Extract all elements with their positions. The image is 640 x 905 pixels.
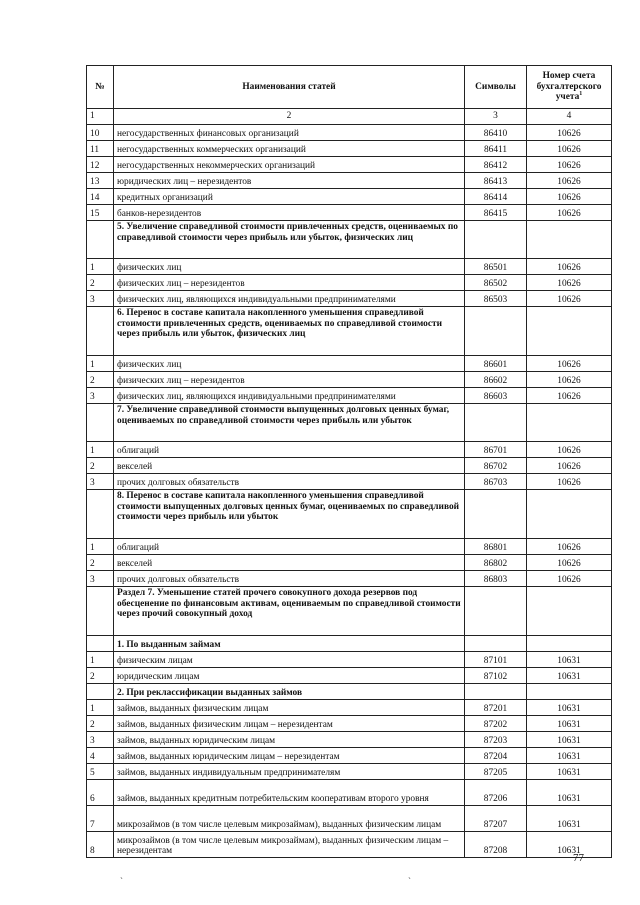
row-name: физических лиц – нерезидентов	[114, 372, 465, 388]
row-name: векселей	[114, 458, 465, 474]
row-name: физическим лицам	[114, 652, 465, 668]
row-symbol: 86414	[465, 189, 527, 205]
accounts-table	[86, 65, 612, 858]
row-number: 3	[87, 474, 114, 490]
row-account: 10626	[527, 571, 612, 587]
row-account: 10626	[527, 173, 612, 189]
row-account: 10626	[527, 539, 612, 555]
row-symbol: 86703	[465, 474, 527, 490]
row-name: Раздел 7. Уменьшение статей прочего совокупного дохода резервов под обесценение по финансовым активам, оцениваемым по справедливой стоимости через прочий совокупный доход	[114, 587, 465, 636]
row-number	[87, 221, 114, 259]
row-number: 1	[87, 259, 114, 275]
column-index-row	[87, 109, 612, 125]
row-account: 10626	[527, 372, 612, 388]
table-row	[87, 732, 612, 748]
row-name: займов, выданных юридическим лицам	[114, 732, 465, 748]
row-number: 14	[87, 189, 114, 205]
row-name: займов, выданных физическим лицам	[114, 700, 465, 716]
row-symbol	[465, 307, 527, 356]
row-symbol: 87102	[465, 668, 527, 684]
table-row	[87, 716, 612, 732]
row-symbol: 86413	[465, 173, 527, 189]
row-account: 10631	[527, 764, 612, 780]
row-account: 10626	[527, 474, 612, 490]
row-name: облигаций	[114, 442, 465, 458]
row-account	[527, 404, 612, 442]
table-row	[87, 474, 612, 490]
row-number: 2	[87, 275, 114, 291]
row-number: 7	[87, 806, 114, 832]
row-name: прочих долговых обязательств	[114, 474, 465, 490]
row-account	[527, 684, 612, 700]
row-symbol: 86601	[465, 356, 527, 372]
table-row	[87, 372, 612, 388]
table-row	[87, 555, 612, 571]
page-number: 77	[573, 852, 584, 864]
row-account: 10631	[527, 668, 612, 684]
row-number: 4	[87, 748, 114, 764]
row-account: 10626	[527, 141, 612, 157]
table-row	[87, 539, 612, 555]
row-symbol: 87206	[465, 780, 527, 806]
row-account: 10626	[527, 291, 612, 307]
row-account: 10626	[527, 275, 612, 291]
row-number: 12	[87, 157, 114, 173]
row-symbol: 87205	[465, 764, 527, 780]
row-name: негосударственных финансовых организаций	[114, 125, 465, 141]
row-number: 5	[87, 764, 114, 780]
row-name: займов, выданных индивидуальным предпринимателям	[114, 764, 465, 780]
table-row	[87, 442, 612, 458]
row-account	[527, 587, 612, 636]
table-row	[87, 259, 612, 275]
row-number: 2	[87, 668, 114, 684]
row-account	[527, 307, 612, 356]
header-symbols: Символы	[465, 66, 527, 109]
header-account-label: Номер счета бухгалтерского учета	[536, 71, 602, 103]
row-account: 10626	[527, 157, 612, 173]
row-number: 1	[87, 539, 114, 555]
row-number	[87, 587, 114, 636]
table-row	[87, 458, 612, 474]
row-name: физических лиц	[114, 259, 465, 275]
table-row	[87, 141, 612, 157]
row-symbol	[465, 636, 527, 652]
table-row	[87, 275, 612, 291]
row-name: прочих долговых обязательств	[114, 571, 465, 587]
row-account: 10626	[527, 189, 612, 205]
table-row	[87, 806, 612, 832]
row-number: 6	[87, 780, 114, 806]
row-account: 10626	[527, 442, 612, 458]
scan-mark: `	[408, 876, 411, 886]
row-account: 10631	[527, 652, 612, 668]
column-index: 3	[465, 109, 527, 125]
row-account: 10631	[527, 832, 612, 858]
row-account: 10626	[527, 205, 612, 221]
row-symbol: 86803	[465, 571, 527, 587]
row-symbol: 87201	[465, 700, 527, 716]
row-number	[87, 636, 114, 652]
row-account: 10626	[527, 458, 612, 474]
row-number: 2	[87, 458, 114, 474]
row-symbol: 87208	[465, 832, 527, 858]
row-account: 10631	[527, 732, 612, 748]
row-symbol: 86410	[465, 125, 527, 141]
column-index: 2	[114, 109, 465, 125]
row-name: займов, выданных физическим лицам – нерезидентам	[114, 716, 465, 732]
row-number	[87, 490, 114, 539]
row-account	[527, 490, 612, 539]
row-symbol: 86415	[465, 205, 527, 221]
column-index: 4	[527, 109, 612, 125]
row-name: микрозаймов (в том числе целевым микрозаймам), выданных физическим лицам	[114, 806, 465, 832]
row-account: 10631	[527, 716, 612, 732]
row-name: облигаций	[114, 539, 465, 555]
row-symbol: 86502	[465, 275, 527, 291]
row-name: физических лиц, являющихся индивидуальными предпринимателями	[114, 388, 465, 404]
row-symbol: 87207	[465, 806, 527, 832]
table-row	[87, 668, 612, 684]
table-row	[87, 388, 612, 404]
row-name: займов, выданных юридическим лицам – нерезидентам	[114, 748, 465, 764]
table-row	[87, 684, 612, 700]
row-symbol: 86802	[465, 555, 527, 571]
row-name: физических лиц, являющихся индивидуальными предпринимателями	[114, 291, 465, 307]
row-symbol: 86603	[465, 388, 527, 404]
row-symbol	[465, 684, 527, 700]
row-number: 3	[87, 388, 114, 404]
row-symbol: 86801	[465, 539, 527, 555]
row-account: 10631	[527, 748, 612, 764]
row-account: 10626	[527, 356, 612, 372]
table-row	[87, 652, 612, 668]
row-name: банков-нерезидентов	[114, 205, 465, 221]
row-account	[527, 221, 612, 259]
table-row	[87, 748, 612, 764]
table-row	[87, 587, 612, 636]
row-name: физических лиц – нерезидентов	[114, 275, 465, 291]
table-row	[87, 157, 612, 173]
row-symbol: 86701	[465, 442, 527, 458]
row-symbol	[465, 490, 527, 539]
row-number: 3	[87, 732, 114, 748]
row-symbol: 87204	[465, 748, 527, 764]
row-number: 1	[87, 700, 114, 716]
table-row	[87, 490, 612, 539]
row-number: 3	[87, 571, 114, 587]
row-account: 10626	[527, 388, 612, 404]
header-num: №	[87, 66, 114, 109]
row-name: негосударственных некоммерческих организаций	[114, 157, 465, 173]
row-symbol: 86412	[465, 157, 527, 173]
row-number	[87, 684, 114, 700]
header-name: Наименования статей	[114, 66, 465, 109]
table-row	[87, 764, 612, 780]
row-symbol: 86411	[465, 141, 527, 157]
row-number: 3	[87, 291, 114, 307]
table-row	[87, 356, 612, 372]
table-row	[87, 205, 612, 221]
row-symbol: 86702	[465, 458, 527, 474]
table-row	[87, 221, 612, 259]
header-account	[527, 66, 612, 109]
table-row	[87, 125, 612, 141]
row-account: 10631	[527, 700, 612, 716]
row-number	[87, 404, 114, 442]
scan-mark: `	[120, 876, 123, 886]
row-name: 5. Увеличение справедливой стоимости привлеченных средств, оцениваемых по справедливой стоимости через прибыль или убыток, физических лиц	[114, 221, 465, 259]
row-name: кредитных организаций	[114, 189, 465, 205]
table-row	[87, 571, 612, 587]
row-account: 10631	[527, 780, 612, 806]
row-number: 10	[87, 125, 114, 141]
row-number: 8	[87, 832, 114, 858]
row-name: займов, выданных кредитным потребительским кооперативам второго уровня	[114, 780, 465, 806]
row-symbol: 86503	[465, 291, 527, 307]
row-account: 10631	[527, 806, 612, 832]
row-account: 10626	[527, 259, 612, 275]
row-symbol: 86602	[465, 372, 527, 388]
row-symbol	[465, 587, 527, 636]
table-row	[87, 832, 612, 858]
row-account: 10626	[527, 125, 612, 141]
row-number: 11	[87, 141, 114, 157]
row-name: физических лиц	[114, 356, 465, 372]
row-name: юридическим лицам	[114, 668, 465, 684]
row-symbol	[465, 404, 527, 442]
footnote-marker: 1	[579, 91, 583, 98]
row-name: 7. Увеличение справедливой стоимости выпущенных долговых ценных бумаг, оцениваемых по справедливой стоимости через прибыль или убыток	[114, 404, 465, 442]
row-name: негосударственных коммерческих организаций	[114, 141, 465, 157]
row-account: 10626	[527, 555, 612, 571]
row-name: векселей	[114, 555, 465, 571]
row-symbol	[465, 221, 527, 259]
table-row	[87, 173, 612, 189]
row-number: 13	[87, 173, 114, 189]
table-row	[87, 404, 612, 442]
row-symbol: 87202	[465, 716, 527, 732]
row-number	[87, 307, 114, 356]
row-number: 2	[87, 716, 114, 732]
table-row	[87, 307, 612, 356]
row-symbol: 87203	[465, 732, 527, 748]
row-number: 1	[87, 442, 114, 458]
row-number: 1	[87, 356, 114, 372]
row-number: 2	[87, 555, 114, 571]
table-row	[87, 291, 612, 307]
row-name: 1. По выданным займам	[114, 636, 465, 652]
row-name: 8. Перенос в составе капитала накопленного уменьшения справедливой стоимости выпущенных долговых ценных бумаг, оцениваемых по справедливой стоимости через прибыль или убыток	[114, 490, 465, 539]
row-name: микрозаймов (в том числе целевым микрозаймам), выданных физическим лицам – нерезидентам	[114, 832, 465, 858]
column-index: 1	[87, 109, 114, 125]
row-account	[527, 636, 612, 652]
table-row	[87, 636, 612, 652]
table-row	[87, 189, 612, 205]
row-symbol: 87101	[465, 652, 527, 668]
table-row	[87, 780, 612, 806]
row-number: 15	[87, 205, 114, 221]
row-number: 1	[87, 652, 114, 668]
row-number: 2	[87, 372, 114, 388]
table-row	[87, 700, 612, 716]
row-symbol: 86501	[465, 259, 527, 275]
row-name: 2. При реклассификации выданных займов	[114, 684, 465, 700]
table-header-row	[87, 66, 612, 109]
row-name: 6. Перенос в составе капитала накопленного уменьшения справедливой стоимости привлеченных средств, оцениваемых по справедливой стоимости через прибыль или убыток, физических лиц	[114, 307, 465, 356]
row-name: юридических лиц – нерезидентов	[114, 173, 465, 189]
